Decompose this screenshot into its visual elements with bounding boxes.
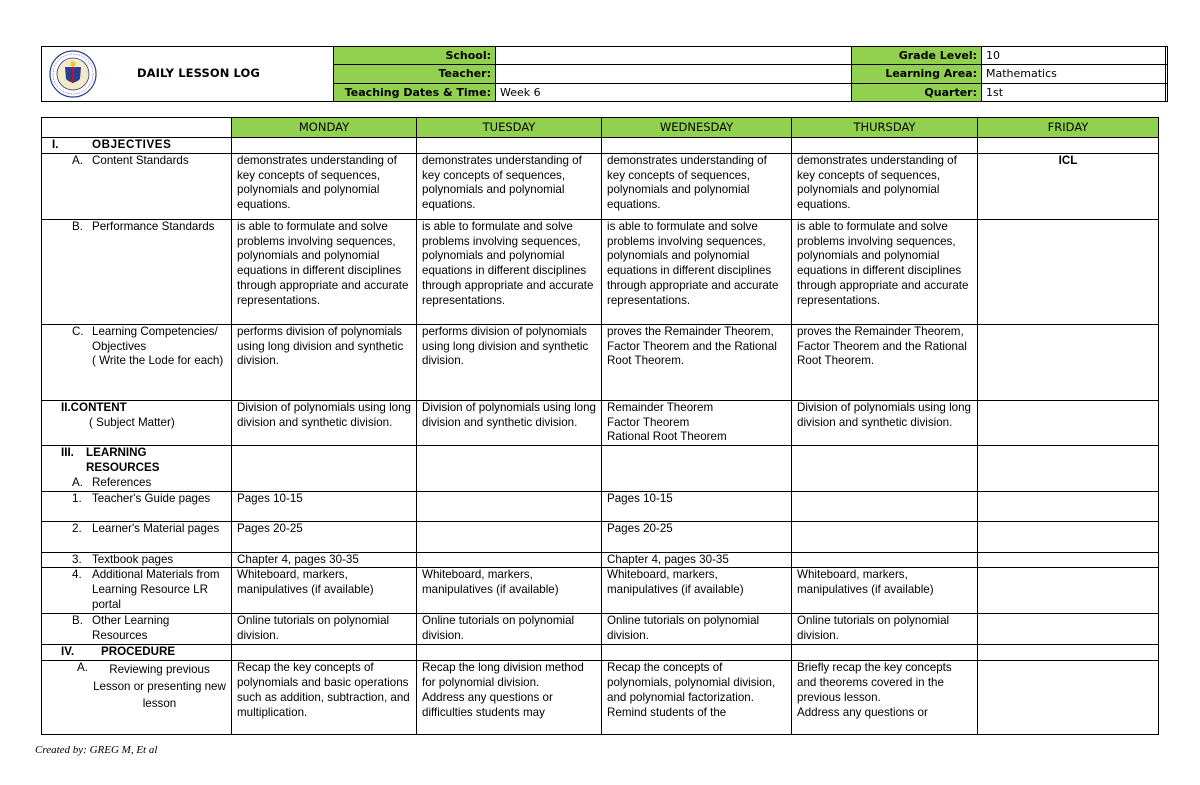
section-number: II. xyxy=(61,400,71,414)
cell-wednesday[interactable]: Chapter 4, pages 30-35 xyxy=(602,552,792,568)
section-row-learning-resources xyxy=(42,446,1159,491)
row-number: C. xyxy=(72,324,84,338)
cell-tuesday[interactable] xyxy=(417,521,602,552)
quarter-field[interactable]: 1st xyxy=(982,83,1168,101)
cell-wednesday[interactable]: Whiteboard, markers, manipulatives (if available) xyxy=(602,568,792,614)
cell-friday[interactable] xyxy=(978,568,1159,614)
row-content xyxy=(42,400,1159,445)
cell-monday[interactable]: Chapter 4, pages 30-35 xyxy=(232,552,417,568)
cell-thursday[interactable]: Whiteboard, markers, manipulatives (if available) xyxy=(792,568,978,614)
row-number: 3. xyxy=(72,552,82,566)
row-number: 1. xyxy=(72,491,82,505)
cell-tuesday[interactable]: demonstrates understanding of key concepts of sequences, polynomials and polynomial equations. xyxy=(417,153,602,219)
header-info-table xyxy=(333,46,1168,102)
row-label: Reviewing previous Lesson or presenting new lesson xyxy=(93,663,226,711)
row-label: References xyxy=(92,475,152,489)
cell-monday[interactable]: Online tutorials on polynomial division. xyxy=(232,614,417,645)
day-header-wednesday: WEDNESDAY xyxy=(602,118,792,138)
cell-monday[interactable]: demonstrates understanding of key concepts of sequences, polynomials and polynomial equations. xyxy=(232,153,417,219)
row-other-resources xyxy=(42,614,1159,645)
cell-thursday[interactable]: proves the Remainder Theorem, Factor Theorem and the Rational Root Theorem. xyxy=(792,324,978,400)
cell-monday[interactable]: Whiteboard, markers, manipulatives (if available) xyxy=(232,568,417,614)
row-learning-competencies xyxy=(42,324,1159,400)
cell-monday[interactable]: Division of polynomials using long division and synthetic division. xyxy=(232,400,417,445)
cell-wednesday[interactable]: Recap the concepts of polynomials, polynomial division, and polynomial factorization. Remind students of the xyxy=(602,661,792,735)
learning-area-field[interactable]: Mathematics xyxy=(982,65,1168,83)
grade-level-label: Grade Level: xyxy=(852,47,982,65)
cell-thursday[interactable]: Division of polynomials using long division and synthetic division. xyxy=(792,400,978,445)
cell-wednesday[interactable]: Pages 10-15 xyxy=(602,491,792,521)
cell-wednesday[interactable]: Online tutorials on polynomial division. xyxy=(602,614,792,645)
cell-friday[interactable] xyxy=(978,400,1159,445)
teacher-label: Teacher: xyxy=(334,65,496,83)
footer-credit: Created by: GREG M, Et al xyxy=(35,744,158,756)
row-learners-material xyxy=(42,521,1159,552)
row-performance-standards xyxy=(42,219,1159,324)
row-number: A. xyxy=(72,153,83,167)
cell-monday[interactable]: performs division of polynomials using long division and synthetic division. xyxy=(232,324,417,400)
school-label: School: xyxy=(334,47,496,65)
row-textbook-pages xyxy=(42,552,1159,568)
cell-wednesday[interactable]: is able to formulate and solve problems involving sequences, polynomials and polynomial equations in different disciplines through appropriate and accurate representations. xyxy=(602,219,792,324)
cell-friday[interactable] xyxy=(978,552,1159,568)
row-number: B. xyxy=(72,219,83,233)
document-title: DAILY LESSON LOG xyxy=(137,66,260,80)
row-label: Teacher's Guide pages xyxy=(92,491,211,505)
row-number: A. xyxy=(77,661,88,675)
row-label: Textbook pages xyxy=(92,552,174,566)
grade-level-field[interactable]: 10 xyxy=(982,47,1168,65)
cell-tuesday[interactable]: Whiteboard, markers, manipulatives (if available) xyxy=(417,568,602,614)
day-header-friday: FRIDAY xyxy=(978,118,1159,138)
day-header-tuesday: TUESDAY xyxy=(417,118,602,138)
cell-monday[interactable]: Recap the key concepts of polynomials and basic operations such as addition, subtraction, and multiplication. xyxy=(232,661,417,735)
cell-thursday[interactable] xyxy=(792,521,978,552)
cell-tuesday[interactable]: Recap the long division method for polynomial division. Address any questions or difficulties students may xyxy=(417,661,602,735)
teacher-field[interactable] xyxy=(496,65,852,83)
row-label: Performance Standards xyxy=(92,219,215,233)
teaching-dates-label: Teaching Dates & Time: xyxy=(334,83,496,101)
cell-friday[interactable] xyxy=(978,324,1159,400)
section-title: CONTENT xyxy=(70,400,127,414)
row-content-standards xyxy=(42,153,1159,219)
cell-thursday[interactable] xyxy=(792,491,978,521)
cell-wednesday[interactable]: demonstrates understanding of key concepts of sequences, polynomials and polynomial equations. xyxy=(602,153,792,219)
cell-thursday[interactable] xyxy=(792,552,978,568)
cell-friday[interactable] xyxy=(978,491,1159,521)
days-header-row xyxy=(42,118,1159,138)
cell-friday[interactable] xyxy=(978,521,1159,552)
row-reviewing-previous-lesson xyxy=(42,661,1159,735)
cell-thursday[interactable]: is able to formulate and solve problems involving sequences, polynomials and polynomial equations in different disciplines through appropriate and accurate representations. xyxy=(792,219,978,324)
day-header-monday: MONDAY xyxy=(232,118,417,138)
cell-thursday[interactable]: Online tutorials on polynomial division. xyxy=(792,614,978,645)
cell-thursday[interactable]: demonstrates understanding of key concepts of sequences, polynomials and polynomial equations. xyxy=(792,153,978,219)
row-number: A. xyxy=(72,475,83,489)
learning-area-label: Learning Area: xyxy=(852,65,982,83)
cell-tuesday[interactable]: is able to formulate and solve problems involving sequences, polynomials and polynomial equations in different disciplines through appropriate and accurate representations. xyxy=(417,219,602,324)
school-field[interactable] xyxy=(496,47,852,65)
cell-monday[interactable]: Pages 20-25 xyxy=(232,521,417,552)
section-row-procedure xyxy=(42,645,1159,661)
section-number: III. xyxy=(61,446,74,460)
cell-wednesday[interactable]: Pages 20-25 xyxy=(602,521,792,552)
section-sublabel: ( Subject Matter) xyxy=(89,415,175,429)
row-number: 2. xyxy=(72,521,82,535)
row-label: Other Learning Resources xyxy=(92,614,170,643)
row-teachers-guide xyxy=(42,491,1159,521)
cell-monday[interactable]: is able to formulate and solve problems involving sequences, polynomials and polynomial equations in different disciplines through appropriate and accurate representations. xyxy=(232,219,417,324)
section-number: IV. xyxy=(61,645,75,659)
row-number: B. xyxy=(72,614,83,628)
header-box xyxy=(41,46,1166,102)
cell-thursday[interactable]: Briefly recap the key concepts and theorems covered in the previous lesson. Address any questions or xyxy=(792,661,978,735)
cell-wednesday[interactable]: Remainder Theorem Factor Theorem Rational Root Theorem xyxy=(602,400,792,445)
quarter-label: Quarter: xyxy=(852,83,982,101)
cell-tuesday[interactable]: performs division of polynomials using long division and synthetic division. xyxy=(417,324,602,400)
row-label: Content Standards xyxy=(92,153,189,167)
section-row-objectives xyxy=(42,138,1159,154)
lesson-log-table xyxy=(41,117,1159,735)
row-label: Additional Materials from Learning Resource LR portal xyxy=(92,568,220,611)
cell-friday[interactable] xyxy=(978,614,1159,645)
row-additional-materials xyxy=(42,568,1159,614)
section-number: I. xyxy=(52,138,59,151)
section-title: PROCEDURE xyxy=(101,645,176,659)
section-title: LEARNING xyxy=(86,446,147,460)
cell-tuesday[interactable] xyxy=(417,491,602,521)
deped-seal-logo xyxy=(49,50,97,98)
cell-wednesday[interactable]: proves the Remainder Theorem, Factor Theorem and the Rational Root Theorem. xyxy=(602,324,792,400)
row-label: Learning Competencies/ Objectives xyxy=(92,324,218,353)
cell-tuesday[interactable] xyxy=(417,552,602,568)
cell-tuesday[interactable]: Division of polynomials using long division and synthetic division. xyxy=(417,400,602,445)
row-number: 4. xyxy=(72,568,82,582)
teaching-dates-field[interactable]: Week 6 xyxy=(496,83,852,101)
section-title-line2: RESOURCES xyxy=(86,460,160,474)
cell-friday[interactable]: ICL xyxy=(978,153,1159,219)
cell-tuesday[interactable]: Online tutorials on polynomial division. xyxy=(417,614,602,645)
cell-monday[interactable]: Pages 10-15 xyxy=(232,491,417,521)
corner-cell xyxy=(42,118,232,138)
row-label: Learner's Material pages xyxy=(92,521,220,535)
section-title: OBJECTIVES xyxy=(92,138,172,151)
cell-friday[interactable] xyxy=(978,219,1159,324)
row-sublabel: ( Write the Lode for each) xyxy=(92,354,224,368)
cell-friday[interactable] xyxy=(978,661,1159,735)
day-header-thursday: THURSDAY xyxy=(792,118,978,138)
